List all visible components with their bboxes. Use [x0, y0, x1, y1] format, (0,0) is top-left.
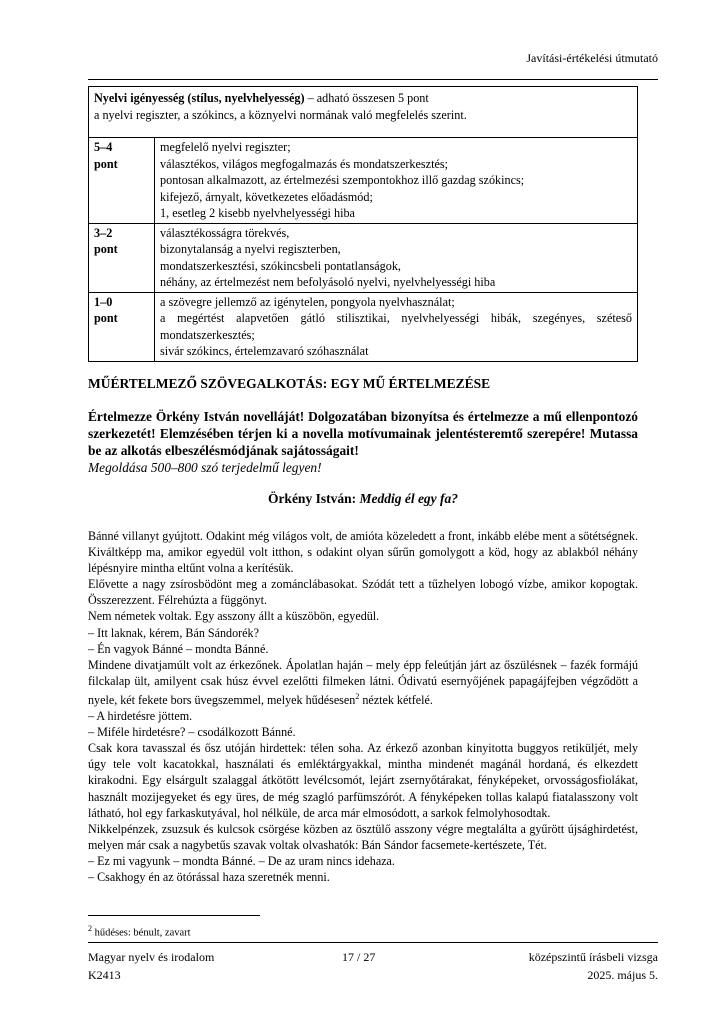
points-unit: pont: [94, 311, 118, 325]
criteria-subtitle: a nyelvi regiszter, a szókincs, a köznyelvi normának való megfelelés szerint.: [94, 107, 467, 122]
criteria-line: megfelelő nyelvi regiszter;: [160, 140, 291, 154]
story-paragraph: – Ez mi vagyunk – mondta Bánné. – De az uram nincs idehaza.: [88, 853, 395, 868]
criteria-line: a megértést alapvetően gátló stilisztikai, nyelvhelyességi hibák, szegényes, széteső mondatszerkesztés;: [160, 311, 632, 342]
task-text: Értelmezze Örkény István novelláját! Dolgozatában bizonyítsa és értelmezze a mű ellenpontozó szerkezetét! Elemzésében térjen ki a novella motívumainak jelentésteremtő szerepére! Mutassa be az alkotás elbeszélésmódjának sajátosságait!: [88, 409, 638, 458]
criteria-line: sivár szókincs, értelemzavaró szóhasználat: [160, 344, 369, 358]
criteria-row: [89, 223, 638, 292]
story-paragraph: – Csakhogy én az ötórással haza szeretnék menni.: [88, 870, 330, 884]
criteria-line: pontosan alkalmazott, az értelmezési szempontokhoz illő gazdag szókincs;: [160, 173, 525, 187]
story-paragraph: [88, 657, 638, 708]
task-instructions: [88, 408, 638, 476]
criteria-title-rest: – adható összesen 5 pont: [304, 91, 429, 105]
story-paragraph: – Itt laknak, kérem, Bán Sándorék?: [88, 625, 259, 640]
header-rule: [88, 79, 658, 80]
points-value: 5–4: [94, 140, 113, 154]
story-paragraph: Nem németek voltak. Egy asszony állt a küszöbön, egyedül.: [88, 609, 380, 624]
footnote: [88, 924, 191, 939]
story-paragraph: – A hirdetésre jöttem.: [88, 709, 193, 724]
footnote-ref: 2: [355, 691, 360, 701]
criteria-row: [89, 292, 638, 361]
running-header: Javítási-értékelési útmutató: [526, 51, 658, 65]
story-paragraph: Bánné villanyt gyújtott. Odakint még világos volt, de amióta közeledett a front, inkább elébe ment a sötétségnek. Kiváltképp ma, amikor egyedül volt itthon, s odakint olyan sűrűn gomolygott a köd, hogy az ablakból néhány lépésnyire mintha eltűnt volna a kerítésük.: [88, 529, 638, 576]
task-note: Megoldása 500–800 szó terjedelmű legyen!: [88, 460, 322, 475]
footer-code: K2413: [88, 968, 121, 982]
footer-rule: [88, 942, 658, 943]
criteria-table: [88, 86, 638, 362]
section-title: MŰÉRTELMEZŐ SZÖVEGALKOTÁS: EGY MŰ ÉRTELMEZÉSE: [88, 376, 491, 391]
criteria-header: [89, 87, 638, 138]
footer-exam: középszintű írásbeli vizsga: [528, 950, 658, 964]
story-paragraph: Nikkelpénzek, zsuzsuk és kulcsok csörgése közben az ösztülő asszony végre megtalálta a gyűrött újsághirdetést, melyen már csak a nagybetűs szavak voltak olvashatók: Bán Sándor facsemete-kertészete, Tét.: [88, 821, 638, 852]
criteria-description: [155, 138, 638, 224]
criteria-line: 1, esetleg 2 kisebb nyelvhelyességi hiba: [160, 206, 355, 220]
criteria-line: a szövegre jellemző az igénytelen, pongyola nyelvhasználat;: [160, 294, 455, 309]
footnote-text: hűdéses: bénult, zavart: [92, 927, 191, 939]
story-text: [88, 528, 638, 885]
criteria-row: [89, 138, 638, 224]
criteria-description: [155, 292, 638, 361]
points-unit: pont: [94, 156, 118, 171]
footer-subject: Magyar nyelv és irodalom: [88, 950, 215, 964]
story-text-span: néztek kétfelé.: [362, 692, 433, 707]
points-value: 3–2: [94, 225, 113, 240]
criteria-title: Nyelvi igényesség (stílus, nyelvhelyesség): [94, 91, 305, 105]
criteria-points: [89, 138, 155, 224]
criteria-points: [89, 223, 155, 292]
story-paragraph: – Én vagyok Bánné – mondta Bánné.: [88, 641, 269, 656]
criteria-line: bizonytalanság a nyelvi regiszterben,: [160, 242, 341, 256]
footnote-mark: 2: [88, 924, 92, 933]
criteria-line: választékosságra törekvés,: [160, 225, 290, 240]
story-author: Örkény István:: [267, 491, 360, 506]
criteria-description: [155, 223, 638, 292]
story-paragraph: Csak kora tavasszal és ősz utóján hirdettek: télen soha. Az érkező azonban kinyitotta buggyos retiküljét, mely úgy tele volt kacatokkal, használati és emléktárgyakkal, mintha mindenét magánál hordaná, és elkezdett kirakodni. Egy elsárgult szalaggal átkötött levélcsomót, lejárt zsernyőtárakat, fényképeket, orvosságosfiolákat, használt mozijegyeket és egy üres, de még szagló parfümszórót. A fényképeken tollas kalapú fiatalasszony volt látható, hol egy farkaskutyával, hol nélküle, de arca már elmosódott, a sarkok felmolyhosodtak.: [88, 741, 638, 820]
story-title-text: Meddig él egy fa?: [359, 491, 459, 506]
points-value: 1–0: [94, 294, 113, 309]
points-unit: pont: [94, 242, 118, 256]
criteria-line: néhány, az értelmezést nem befolyásoló nyelvi, nyelvhelyességi hiba: [160, 275, 496, 289]
footer-date: 2025. május 5.: [587, 968, 658, 982]
criteria-points: [89, 292, 155, 361]
story-title: [88, 491, 638, 507]
footnote-rule: [88, 915, 260, 916]
page: [88, 0, 658, 1024]
story-text-span: Mindene divatjamúlt volt az érkezőnek. Ápolatlan haján – mely épp feleútján járt az őszülésnek – fazék formájú filckalap ült, amilyent csak húsz évvel ezelőtti filmeken látni. Ódivatú esernyőjének papagájfejben végződött a nyele, két fekete bors üvegszemmel, melyek hűdésesen: [88, 657, 638, 707]
story-paragraph: – Miféle hirdetésre? – csodálkozott Bánné.: [88, 725, 296, 740]
criteria-header-row: [89, 87, 638, 138]
criteria-line: választékos, világos megfogalmazás és mondatszerkesztés;: [160, 156, 449, 171]
criteria-line: kifejező, árnyalt, következetes előadásmód;: [160, 189, 373, 204]
criteria-line: mondatszerkesztési, szókincsbeli pontatlanságok,: [160, 258, 401, 273]
story-paragraph: Elővette a nagy zsírosbödönt meg a zománclábasokat. Szódát tett a tűzhelyen lobogó vízbe, amikor kopogtak. Összerezzent. Félrehúzta a függönyt.: [88, 577, 638, 608]
page-number: 17 / 27: [342, 950, 376, 964]
